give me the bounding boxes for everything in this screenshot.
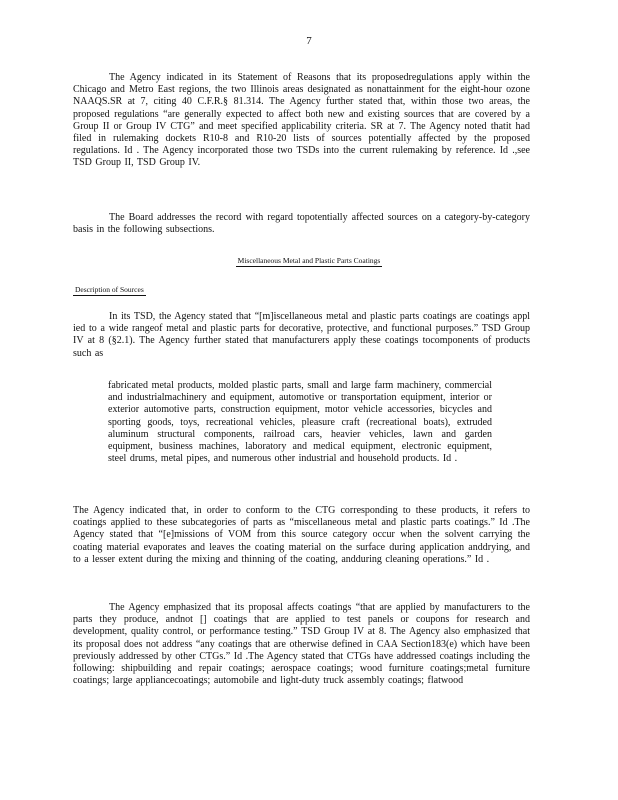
paragraph-agency-emphasized: The Agency emphasized that its proposal affects coatings “that are applied by manufacturers to the parts they produce, andnot [] coatings that are applied to test panels or coupons for research and development, quality control, or performance testing.” TSD Group IV at 8. The Agency also emphasized that its proposal does not address “any coatings that are otherwise defined in CAA Section183(e) which have been previously addressed by other CTGs.” Id .The Agency stated that CTGs have addressed coatings including the following: shipbuilding and repair coatings; aerospace coatings; wood furniture coatings;metal furniture coatings; large appliancecoatings; automobile and light-duty truck assembly coatings; flatwood [73,602,530,687]
paragraph-tsd-description: In its TSD, the Agency stated that “[m]iscellaneous metal and plastic parts coatings are coatings appl ied to a wide rangeof metal and plastic parts for decorative, protective, and functional purposes.” TSD Group IV at 8 (§2.1). The Agency further stated that manufacturers apply these coatings tocomponents of products such as [73,311,530,359]
subsection-heading-text: Description of Sources [75,285,144,294]
section-heading-text: Miscellaneous Metal and Plastic Parts Coatings [237,256,381,265]
page-number: 7 [306,35,312,47]
paragraph-statement-of-reasons: The Agency indicated in its Statement of Reasons that its proposedregulations apply within the Chicago and Metro East regions, the two Illinois areas designated as nonattainment for the eight-hour ozone NAAQS.SR at 7, citing 40 C.F.R.§ 81.314. The Agency further stated that, within those two areas, the proposed regulations “are generally expected to affect both new and existing sources that are covered by a Group II or Group IV CTG” and meet specified applicability criteria. SR at 7. The Agency noted thatit had filed in rulemaking dockets R10-8 and R10-20 lists of sources potentially affected by the proposed regulations. Id . The Agency incorporated those two TSDs into the current rulemaking by reference. Id .,see TSD Group II, TSD Group IV. [73,72,530,169]
paragraph-board-addresses: The Board addresses the record with regard topotentially affected sources on a category-by-category basis in the following subsections. [73,212,530,236]
block-quote-products: fabricated metal products, molded plastic parts, small and large farm machinery, commercial and industrialmachinery and equipment, automotive or transportation equipment, interior or exterior automotive parts, construction equipment, motor vehicle accessories, bicycles and sporting goods, toys, recreational vehicles, pleasure craft (recreational boats), extruded aluminum structural components, railroad cars, heavier vehicles, lawn and garden equipment, business machines, laboratory and medical equipment, electronic equipment, steel drums, metal pipes, and numerous other industrial and household products. Id . [108,380,492,465]
section-heading [0,256,618,267]
paragraph-conform-ctg: The Agency indicated that, in order to conform to the CTG corresponding to these products, it refers to coatings applied to these subcategories of parts as “miscellaneous metal and plastic parts coatings.” Id .The Agency stated that “[e]missions of VOM from this source category occur when the solvent carrying the coating material evaporates and leaves the coating material on the surface during application anddrying, and to a lesser extent during the mixing and thinning of the coating, andduring cleaning operations.” Id . [73,505,530,565]
subsection-heading [73,285,146,296]
